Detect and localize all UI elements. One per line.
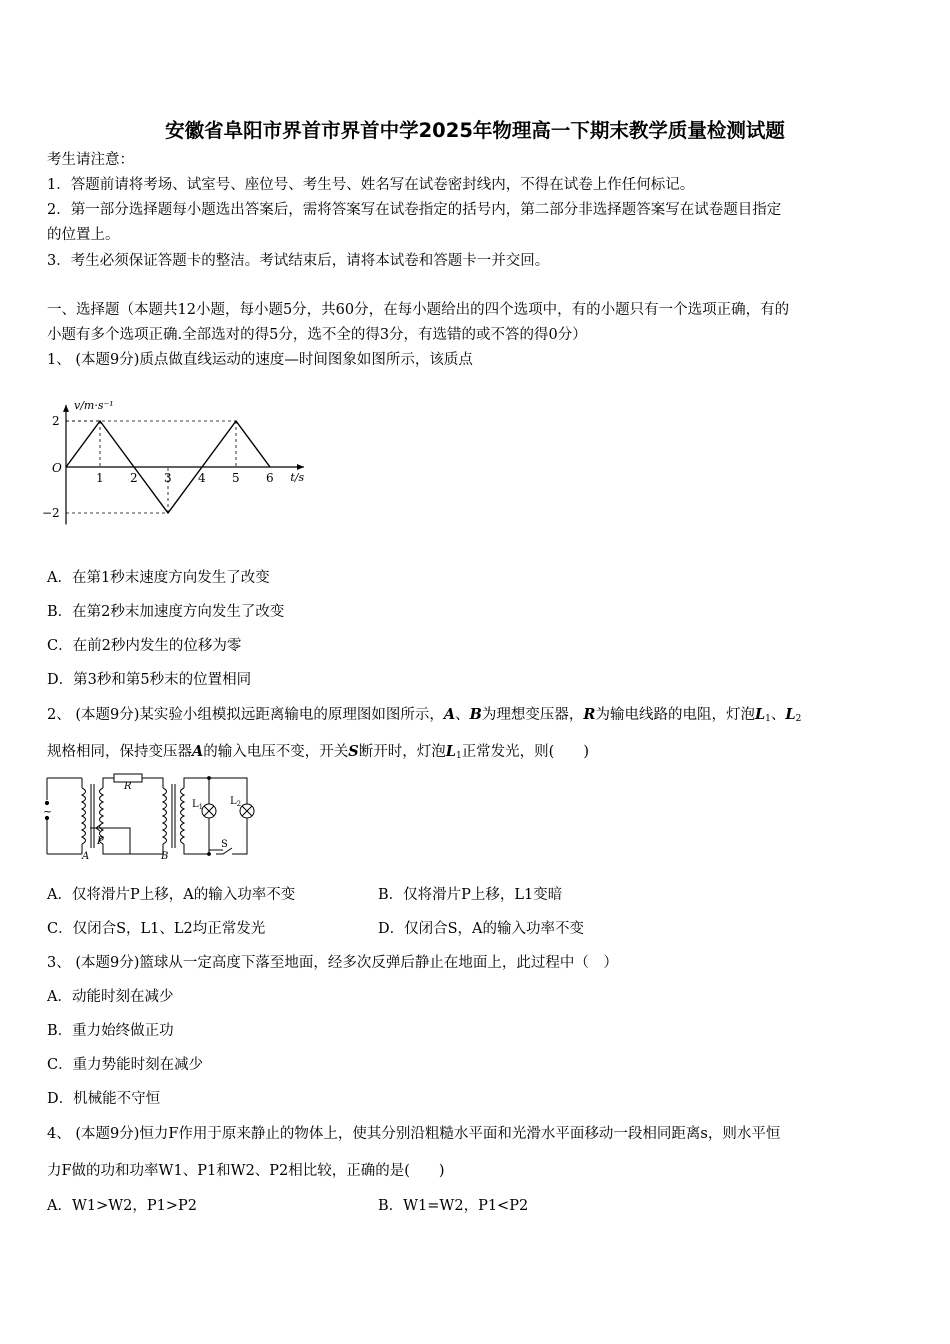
- origin-label: O: [52, 461, 62, 475]
- transformer-b-core: [172, 784, 175, 848]
- notice-item: 2．第一部分选择题每小题选出答案后，需将答案写在试卷指定的括号内，第二部分非选择题答案写在试卷题目指定: [47, 202, 782, 218]
- transformer-a-core: [91, 784, 94, 848]
- x-tick-label: 5: [232, 471, 240, 485]
- x-axis-label: t/s: [290, 471, 305, 484]
- q1-option-b: B．在第2秒末加速度方向发生了改变: [47, 604, 285, 620]
- q3-option-d: D．机械能不守恒: [47, 1091, 161, 1107]
- transformer-b-label: B: [161, 851, 169, 862]
- vt-chart: [40, 378, 320, 548]
- q4-option-a: A．W1>W2，P1>P2: [47, 1198, 197, 1214]
- x-tick-label: 3: [164, 471, 172, 485]
- q2-stem-line1: 2、 (本题9分)某实验小组模拟远距离输电的原理图如图所示，A、B为理想变压器，R为输电线路的电阻，灯泡$L_1$、$L_2$: [47, 706, 802, 724]
- q2-option-a: A．仅将滑片P上移，A的输入功率不变: [47, 887, 296, 903]
- x-tick-label: 4: [198, 471, 206, 485]
- lamp-l1-label: $L_1$: [192, 799, 204, 811]
- x-tick-label: 2: [130, 471, 138, 485]
- notice-item: 1．答题前请将考场、试室号、座位号、考生号、姓名写在试卷密封线内，不得在试卷上作任何标记。: [47, 177, 695, 193]
- page-title: 安徽省阜阳市界首市界首中学2025年物理高一下期末教学质量检测试题: [165, 119, 785, 142]
- notice-item: 3．考生必须保证答题卡的整洁。考试结束后，请将本试卷和答题卡一并交回。: [47, 253, 550, 269]
- y-tick-label: −2: [42, 506, 60, 520]
- notice-item: 的位置上。: [47, 227, 120, 243]
- q1-stem: 1、 (本题9分)质点做直线运动的速度—时间图象如图所示，该质点: [47, 352, 473, 368]
- transformer-a-label: A: [82, 851, 90, 862]
- q2-option-d: D．仅闭合S，A的输入功率不变: [378, 921, 585, 937]
- transformer-b-primary: [163, 788, 167, 844]
- x-axis-arrow: [297, 464, 304, 470]
- lamp-l2-label: $L_2$: [230, 796, 242, 808]
- q3-stem: 3、 (本题9分)篮球从一定高度下落至地面，经多次反弹后静止在地面上，此过程中（ ）: [47, 955, 618, 971]
- q2-option-c: C．仅闭合S，L1、L2均正常发光: [47, 921, 266, 937]
- q1-option-d: D．第3秒和第5秒末的位置相同: [47, 672, 252, 688]
- slider-p-label: P: [97, 836, 104, 847]
- ac-source-label: ~: [43, 805, 53, 818]
- transformer-b-secondary: [181, 788, 185, 844]
- section-intro: 一、选择题（本题共12小题，每小题5分，共60分，在每小题给出的四个选项中，有的小题只有一个选项正确，有的: [47, 302, 790, 318]
- q4-stem-line2: 力F做的功和功率W1、P1和W2、P2相比较，正确的是( ): [47, 1163, 445, 1179]
- circuit-diagram: [40, 770, 270, 862]
- q3-option-b: B．重力始终做正功: [47, 1023, 174, 1039]
- q1-option-a: A．在第1秒末速度方向发生了改变: [47, 570, 270, 586]
- q4-stem-line1: 4、 (本题9分)恒力F作用于原来静止的物体上，使其分别沿粗糙水平面和光滑水平面移动一段相同距离s，则水平恒: [47, 1126, 781, 1142]
- resistor-r-label: R: [124, 781, 132, 792]
- q2-stem-line2: 规格相同，保持变压器A的输入电压不变，开关S断开时，灯泡$L_1$正常发光，则( ): [47, 743, 590, 761]
- q2-option-b: B．仅将滑片P上移，L1变暗: [378, 887, 563, 903]
- q3-option-c: C．重力势能时刻在减少: [47, 1057, 204, 1073]
- y-axis-arrow: [63, 405, 69, 412]
- switch-s-label: S: [221, 839, 228, 850]
- q4-option-b: B．W1=W2，P1<P2: [378, 1198, 529, 1214]
- q1-option-c: C．在前2秒内发生的位移为零: [47, 638, 242, 654]
- x-tick-label: 6: [266, 471, 274, 485]
- transformer-a-primary: [82, 788, 86, 844]
- y-tick-label: 2: [52, 414, 60, 428]
- section-intro: 小题有多个选项正确.全部选对的得5分，选不全的得3分，有选错的或不答的得0分）: [47, 327, 587, 343]
- notice-heading: 考生请注意：: [47, 152, 134, 168]
- x-tick-label: 1: [96, 471, 104, 485]
- y-axis-label: v/m·s⁻¹: [74, 398, 114, 412]
- q3-option-a: A．动能时刻在减少: [47, 989, 174, 1005]
